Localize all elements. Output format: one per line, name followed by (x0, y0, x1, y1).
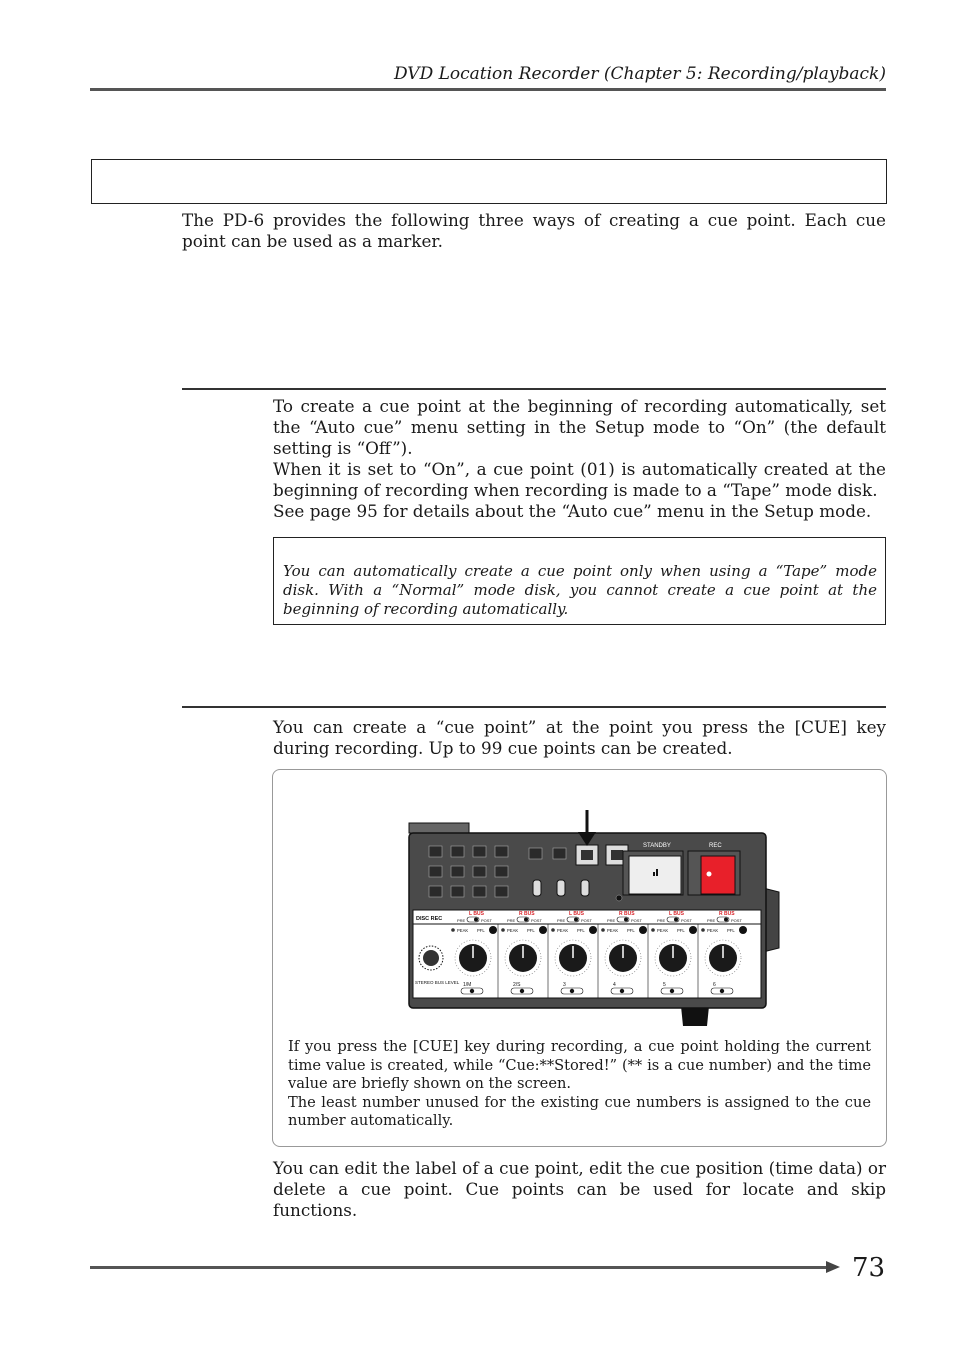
footer-rule (90, 1266, 828, 1269)
pfl-button (589, 926, 597, 934)
note-box (273, 537, 886, 625)
standby-label: STANDBY (643, 843, 671, 849)
bus-label: R BUS (619, 911, 635, 917)
channel-label: 1/M (463, 982, 472, 988)
post-label: POST (681, 918, 692, 923)
subsection-rule-auto-cue (182, 388, 886, 390)
section-heading-box (91, 159, 887, 204)
cue-key-paragraph: You can create a “cue point” at the point you press the [CUE] key during recording. Up to 99 cue points can be created. (273, 717, 886, 758)
post-label: POST (481, 918, 492, 923)
header-rule (90, 88, 886, 91)
peak-label: PEAK (457, 928, 469, 933)
pre-label: PRE (707, 918, 716, 923)
peak-led (551, 928, 555, 932)
page-number: 73 (852, 1253, 886, 1283)
post-label: POST (631, 918, 642, 923)
intro-paragraph: The PD-6 provides the following three ways of creating a cue point. Each cue point can be used as a marker. (182, 210, 886, 251)
peak-led (451, 928, 455, 932)
stereo-bus-label: STEREO BUS LEVEL (415, 980, 460, 985)
closing-paragraph: You can edit the label of a cue point, edit the cue position (time data) or delete a cue point. Cue points can be used for locate and skip functions. (273, 1158, 886, 1220)
channel-label: 5 (663, 982, 666, 988)
pre-label: PRE (457, 918, 466, 923)
next-page-arrow-icon (826, 1261, 840, 1273)
pfl-button (639, 926, 647, 934)
peak-led (701, 928, 705, 932)
pfl-button (739, 926, 747, 934)
caption-line-2: The least number unused for the existing cue numbers is assigned to the cue number automatically. (288, 1093, 871, 1130)
pfl-label: PFL (627, 928, 635, 933)
pfl-label: PFL (577, 928, 585, 933)
rec-label: REC (709, 843, 722, 849)
pfl-button (539, 926, 547, 934)
disc-rec-label: DISC REC (416, 916, 443, 922)
channel-label: 3 (563, 982, 566, 988)
channel-label: 2/S (513, 982, 521, 988)
auto-cue-line-2: When it is set to “On”, a cue point (01) is automatically created at the beginning of recording when recording is made to a “Tape” mode disk. (273, 459, 886, 500)
pre-label: PRE (607, 918, 616, 923)
note-text: You can automatically create a cue point only when using a “Tape” mode disk. With a “Normal” mode disk, you cannot create a cue point at the beginning of recording automatically. (283, 562, 877, 618)
pre-label: PRE (557, 918, 566, 923)
peak-led (601, 928, 605, 932)
bus-label: L BUS (569, 911, 584, 917)
post-label: POST (581, 918, 592, 923)
pfl-label: PFL (677, 928, 685, 933)
bus-label: R BUS (519, 911, 535, 917)
bus-label: L BUS (469, 911, 484, 917)
peak-label: PEAK (657, 928, 669, 933)
pre-label: PRE (657, 918, 666, 923)
figure-box (272, 769, 887, 1147)
pfl-button (689, 926, 697, 934)
pre-label: PRE (507, 918, 516, 923)
pfl-label: PFL (727, 928, 735, 933)
auto-cue-paragraph (273, 396, 886, 522)
running-header: DVD Location Recorder (Chapter 5: Recording/playback) (393, 64, 886, 84)
peak-led (501, 928, 505, 932)
peak-label: PEAK (607, 928, 619, 933)
auto-cue-line-1: To create a cue point at the beginning of recording automatically, set the “Auto cue” menu setting in the Setup mode to “On” (the default setting is “Off”). (273, 396, 886, 458)
bus-label: L BUS (669, 911, 684, 917)
peak-label: PEAK (557, 928, 569, 933)
subsection-rule-cue-key (182, 706, 886, 708)
pfl-label: PFL (527, 928, 535, 933)
channel-label: 4 (613, 982, 616, 988)
post-label: POST (531, 918, 542, 923)
peak-label: PEAK (707, 928, 719, 933)
bus-label: R BUS (719, 911, 735, 917)
peak-led (651, 928, 655, 932)
channel-label: 6 (713, 982, 716, 988)
peak-label: PEAK (507, 928, 519, 933)
rec-button (701, 856, 735, 894)
figure-caption (288, 1038, 871, 1131)
caption-line-1: If you press the [CUE] key during recording, a cue point holding the current time value is created, while “Cue:**Stored!” (** is a cue number) and the time value are briefly shown on the screen. (288, 1038, 871, 1093)
auto-cue-line-3: See page 95 for details about the “Auto cue” menu in the Setup mode. (273, 501, 872, 521)
post-label: POST (731, 918, 742, 923)
pfl-button (489, 926, 497, 934)
pfl-label: PFL (477, 928, 485, 933)
